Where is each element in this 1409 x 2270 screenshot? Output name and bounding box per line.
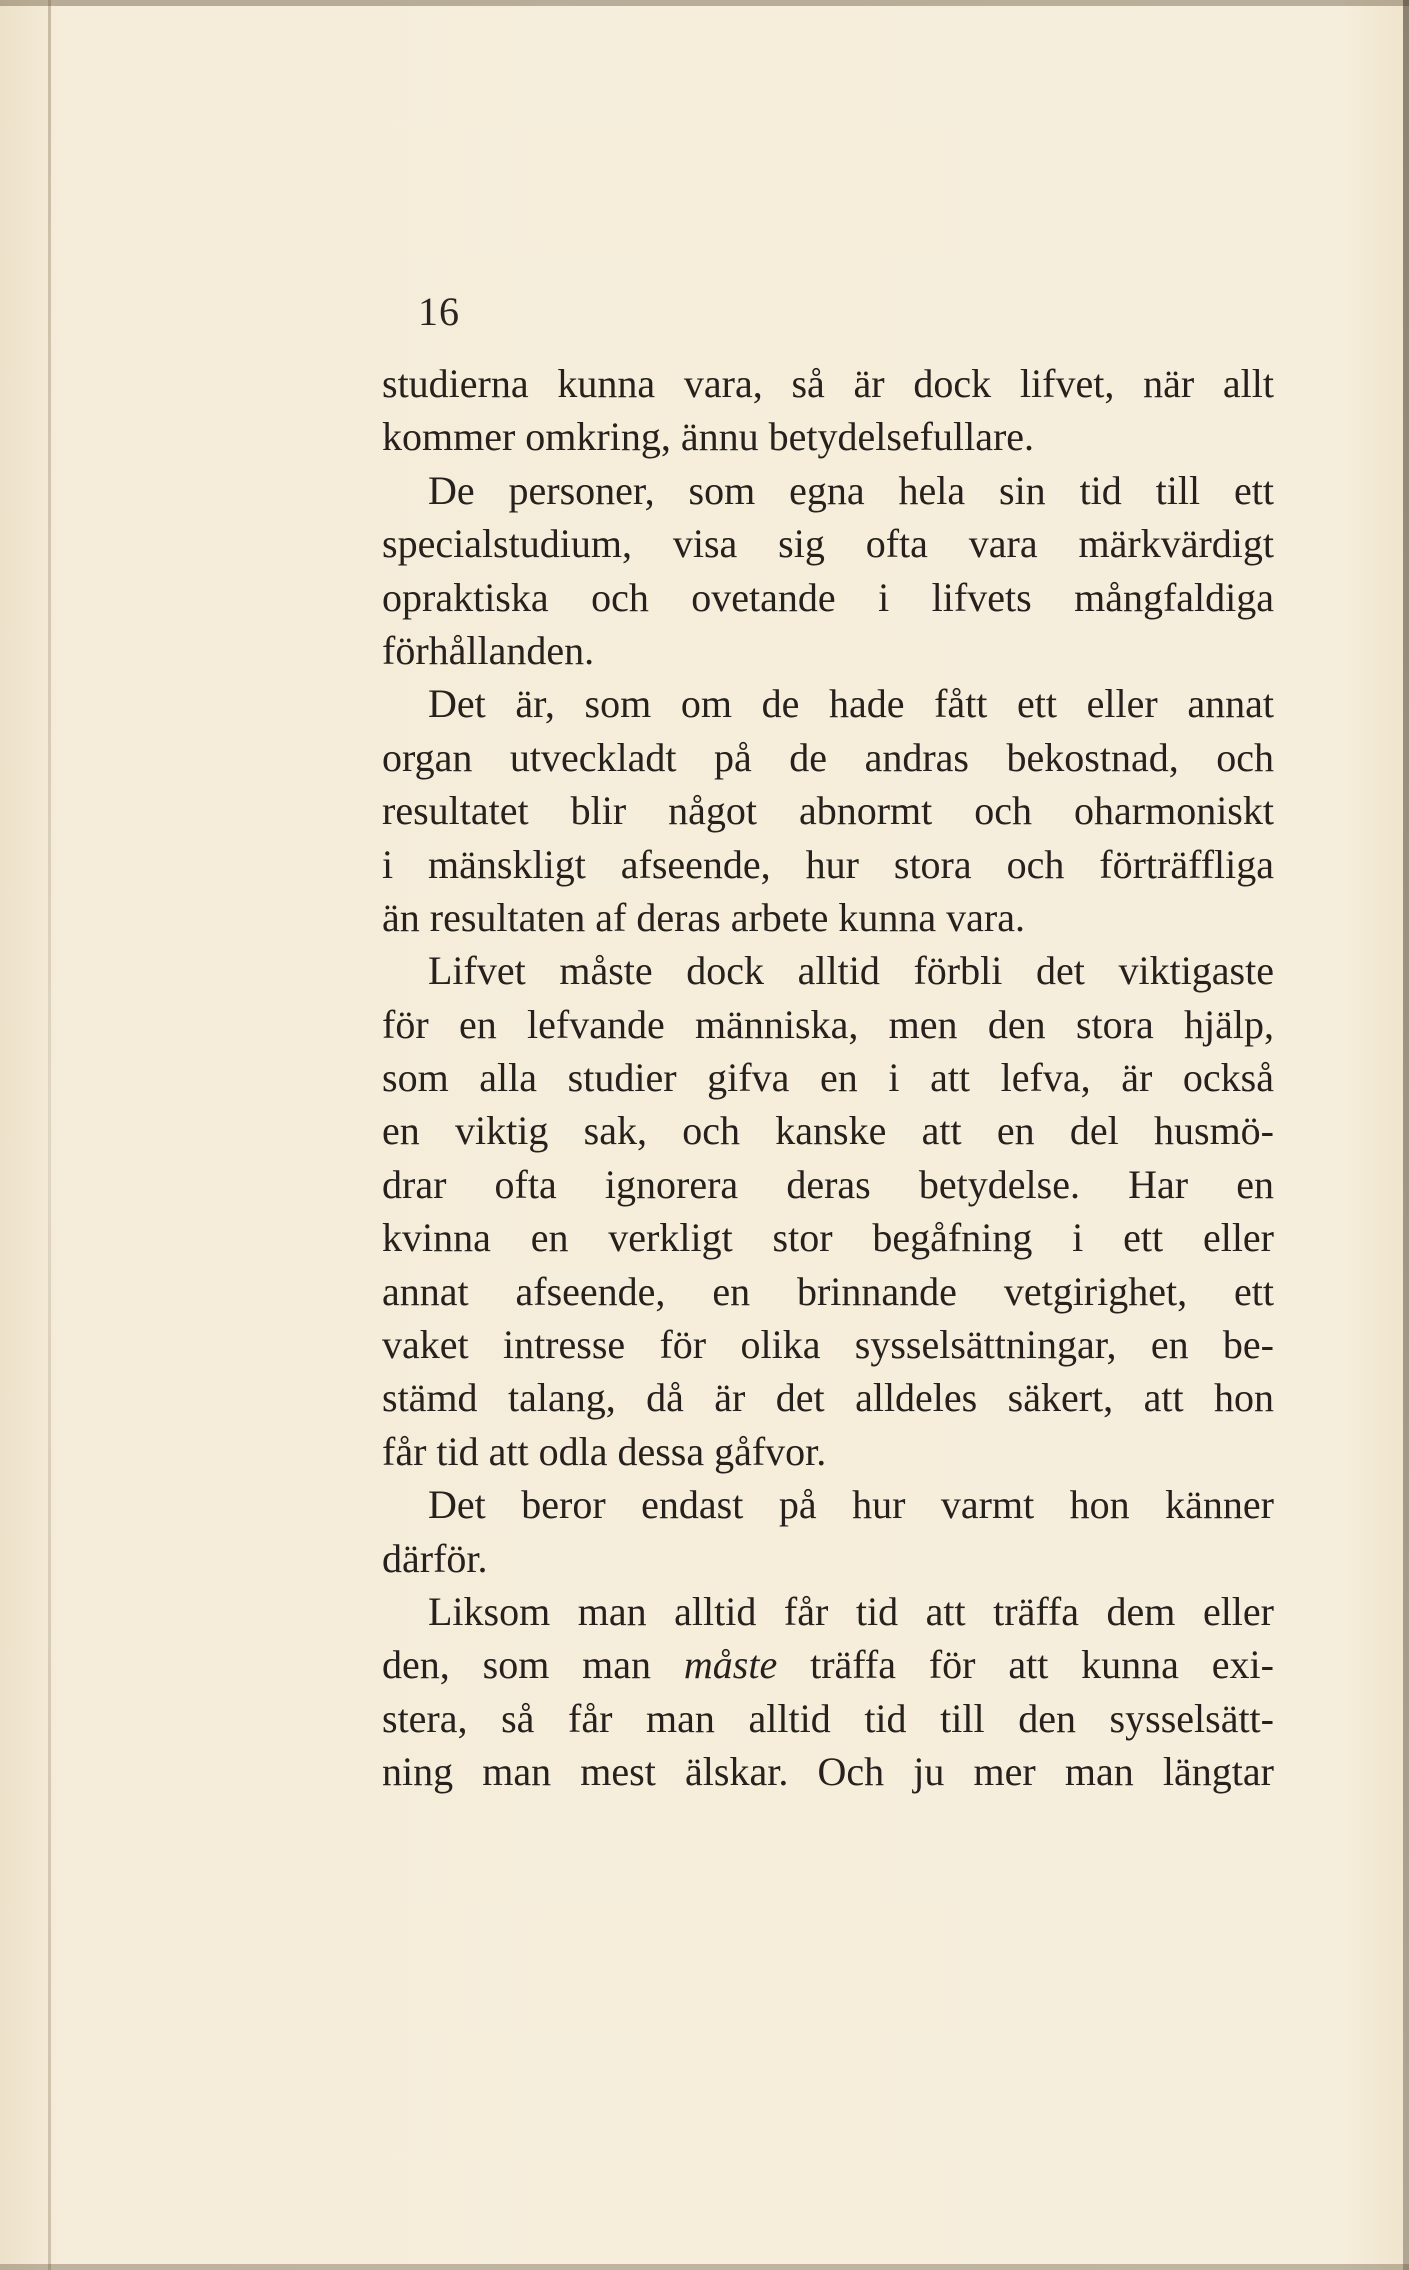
text-line: får tid att odla dessa gåfvor.	[382, 1428, 827, 1474]
text-line: för en lefvande människa, men den stora hjälp,	[382, 1001, 1274, 1047]
text-line: resultatet blir något abnormt och oharmoniskt	[382, 788, 1274, 834]
text-line: specialstudium, visa sig ofta vara märkvärdigt	[382, 521, 1274, 567]
text-segment: träffa för att kunna exi-	[777, 1642, 1274, 1688]
page-left-fold	[48, 0, 51, 2270]
text-line: Det är, som om de hade fått ett eller annat	[428, 681, 1274, 727]
text-line: som alla studier gifva en i att lefva, är också	[382, 1055, 1274, 1101]
text-line: vaket intresse för olika sysselsättningar, en be-	[382, 1322, 1274, 1368]
page-top-edge	[0, 0, 1409, 6]
text-line: De personer, som egna hela sin tid till ett	[428, 467, 1274, 513]
page-bottom-edge	[0, 2264, 1409, 2270]
text-line: opraktiska och ovetande i lifvets mångfaldiga	[382, 574, 1274, 620]
text-line: kvinna en verkligt stor begåfning i ett eller	[382, 1215, 1274, 1261]
text-line: kommer omkring, ännu betydelsefullare.	[382, 414, 1035, 460]
text-line: studierna kunna vara, så är dock lifvet, när allt	[382, 361, 1274, 406]
text-line: Liksom man alltid får tid att träffa dem eller	[428, 1588, 1274, 1634]
body-text	[382, 357, 1274, 1799]
text-line: förhållanden.	[382, 627, 595, 673]
text-line: en viktig sak, och kanske att en del husmö-	[382, 1108, 1274, 1154]
text-line: i mänskligt afseende, hur stora och förträffliga	[382, 841, 1274, 887]
text-line: annat afseende, en brinnande vetgirighet, ett	[382, 1268, 1274, 1314]
text-line: organ utveckladt på de andras bekostnad, och	[382, 734, 1274, 780]
text-line: Lifvet måste dock alltid förbli det viktigaste	[428, 948, 1274, 994]
page-number: 16	[418, 289, 460, 334]
text-line: drar ofta ignorera deras betydelse. Har en	[382, 1161, 1274, 1207]
page-right-edge	[1403, 0, 1409, 2270]
text-line	[382, 1638, 1274, 1691]
text-line: stämd talang, då är det alldeles säkert, att hon	[382, 1375, 1274, 1421]
emphasized-word: måste	[683, 1642, 778, 1688]
text-segment: den, som man	[382, 1642, 684, 1688]
text-line: därför.	[382, 1535, 488, 1581]
text-line: stera, så får man alltid tid till den sysselsätt-	[382, 1695, 1274, 1741]
text-line: än resultaten af deras arbete kunna vara.	[382, 894, 1025, 940]
text-line: ning man mest älskar. Och ju mer man längtar	[382, 1749, 1274, 1795]
text-line: Det beror endast på hur varmt hon känner	[428, 1482, 1274, 1528]
